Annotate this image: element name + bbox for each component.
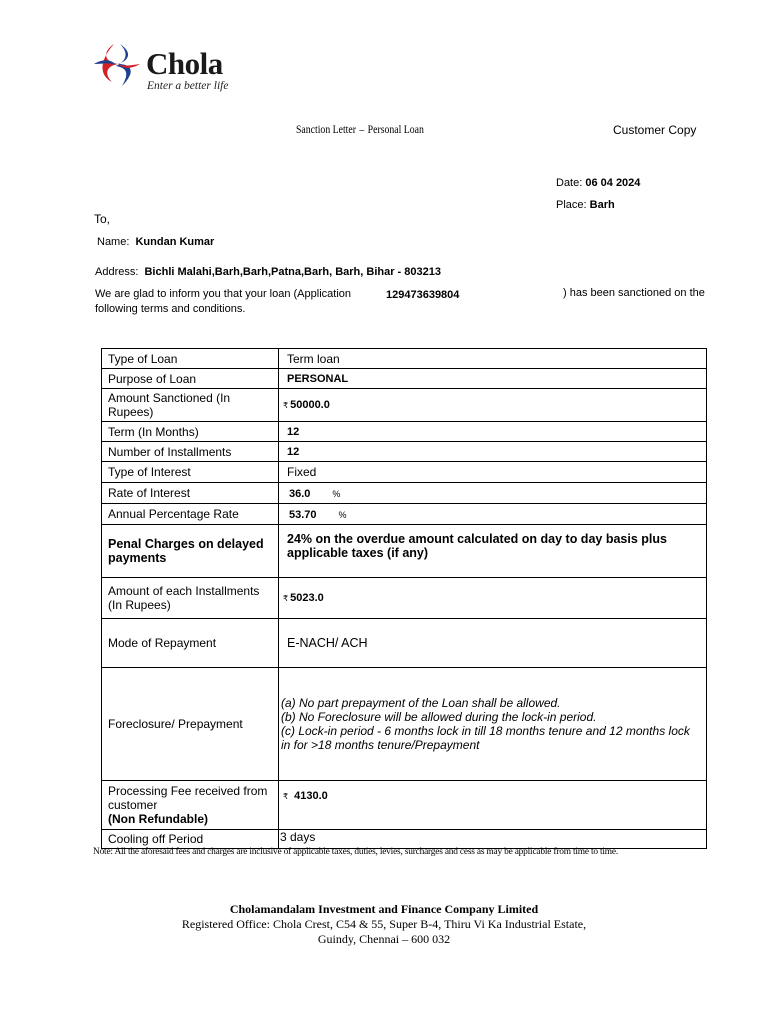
installments-value: 12 bbox=[279, 442, 707, 462]
processing-fee-cell bbox=[102, 781, 279, 830]
apr-label: Annual Percentage Rate bbox=[102, 504, 279, 525]
amount-cell bbox=[279, 389, 707, 422]
table-row bbox=[102, 578, 707, 619]
amount-value: 50000.0 bbox=[290, 399, 330, 411]
rate-unit: % bbox=[332, 488, 341, 499]
cooling-off-label: Cooling off Period bbox=[102, 830, 279, 849]
rate-label: Rate of Interest bbox=[102, 483, 279, 504]
footer-address-line1: Registered Office: Chola Crest, C54 & 55, Super B-4, Thiru Vi Ka Industrial Estate, bbox=[181, 917, 587, 931]
foreclosure-line-a: (a) No part prepayment of the Loan shall be allowed. bbox=[281, 696, 561, 710]
purpose-label: Purpose of Loan bbox=[102, 369, 279, 389]
foreclosure-label: Foreclosure/ Prepayment bbox=[102, 668, 279, 781]
intro-part1: We are glad to inform you that your loan (Application bbox=[95, 288, 351, 300]
term-label: Term (In Months) bbox=[102, 422, 279, 442]
purpose-value: PERSONAL bbox=[279, 369, 707, 389]
table-row bbox=[102, 504, 707, 525]
place-label: Place: bbox=[556, 199, 587, 211]
processing-fee-value: 4130.0 bbox=[294, 790, 328, 802]
rupee-icon: ₹ bbox=[283, 594, 289, 603]
apr-unit: % bbox=[338, 509, 347, 520]
table-row bbox=[102, 483, 707, 504]
brand-name: Chola bbox=[146, 46, 223, 81]
table-row bbox=[102, 668, 707, 781]
table-row bbox=[102, 462, 707, 483]
foreclosure-line-b: (b) No Foreclosure will be allowed during the lock-in period. bbox=[281, 710, 597, 724]
rate-value: 36.0 bbox=[289, 487, 311, 500]
fees-note: Note: All the aforesaid fees and charges are inclusive of applicable taxes, duties, levies, surcharges and cess as may be applicable from time to time. bbox=[93, 847, 618, 857]
address-row bbox=[95, 266, 441, 278]
rate-cell bbox=[279, 483, 707, 504]
footer-address-line2: Guindy, Chennai – 600 032 bbox=[317, 932, 451, 946]
foreclosure-line-c: (c) Lock-in period - 6 months lock in till 18 months tenure and 12 months lock in for >18 months tenure/Prepayment bbox=[281, 724, 690, 752]
name-label: Name: bbox=[97, 236, 130, 248]
title-dash: – bbox=[359, 124, 365, 136]
table-row bbox=[102, 830, 707, 849]
processing-fee-label-bold: (Non Refundable) bbox=[108, 812, 208, 826]
table-row bbox=[102, 525, 707, 578]
processing-fee-value-cell bbox=[279, 781, 707, 830]
application-number: 129473639804 bbox=[386, 289, 460, 301]
table-row bbox=[102, 349, 707, 369]
penal-label: Penal Charges on delayed payments bbox=[102, 525, 279, 578]
place-row bbox=[556, 199, 615, 211]
copy-type-label: Customer Copy bbox=[613, 123, 697, 137]
interest-type-label: Type of Interest bbox=[102, 462, 279, 483]
penal-value: 24% on the overdue amount calculated on day to day basis plus applicable taxes (if any) bbox=[279, 525, 707, 578]
interest-type-value: Fixed bbox=[279, 462, 707, 483]
brand-tagline: Enter a better life bbox=[147, 80, 229, 92]
repayment-label: Mode of Repayment bbox=[102, 619, 279, 668]
term-value: 12 bbox=[279, 422, 707, 442]
apr-cell bbox=[279, 504, 707, 525]
date-value: 06 04 2024 bbox=[585, 177, 641, 189]
title-right: Personal Loan bbox=[367, 124, 424, 136]
foreclosure-cell bbox=[279, 668, 707, 781]
processing-fee-label: Processing Fee received from customer bbox=[108, 784, 268, 812]
chola-logo-icon bbox=[92, 42, 142, 88]
repayment-value: E-NACH/ ACH bbox=[279, 619, 707, 668]
address-value: Bichli Malahi,Barh,Barh,Patna,Barh, Barh, Bihar - 803213 bbox=[144, 266, 441, 278]
name-value: Kundan Kumar bbox=[135, 236, 215, 248]
name-row bbox=[97, 236, 214, 248]
apr-value: 53.70 bbox=[289, 508, 317, 521]
intro-part3: following terms and conditions. bbox=[95, 303, 246, 315]
emi-cell bbox=[279, 578, 707, 619]
intro-part2: ) has been sanctioned on the bbox=[563, 287, 705, 299]
to-label: To, bbox=[94, 212, 111, 226]
table-row bbox=[102, 389, 707, 422]
footer-company: Cholamandalam Investment and Finance Company Limited bbox=[229, 902, 539, 916]
address-label: Address: bbox=[95, 266, 139, 278]
loan-terms-table bbox=[101, 348, 707, 849]
place-value: Barh bbox=[589, 199, 615, 211]
table-row bbox=[102, 781, 707, 830]
rupee-icon: ₹ bbox=[283, 401, 289, 410]
date-row bbox=[556, 177, 640, 189]
table-row bbox=[102, 619, 707, 668]
table-row bbox=[102, 422, 707, 442]
type-of-loan-value: Term loan bbox=[279, 349, 707, 369]
title-left: Sanction Letter bbox=[296, 124, 356, 136]
date-label: Date: bbox=[556, 177, 583, 189]
type-of-loan-label: Type of Loan bbox=[102, 349, 279, 369]
table-row bbox=[102, 442, 707, 462]
cooling-off-value: 3 days bbox=[279, 830, 707, 849]
amount-label: Amount Sanctioned (In Rupees) bbox=[102, 389, 279, 422]
installments-label: Number of Installments bbox=[102, 442, 279, 462]
emi-label: Amount of each Installments (In Rupees) bbox=[102, 578, 279, 619]
table-row bbox=[102, 369, 707, 389]
document-title bbox=[296, 124, 424, 136]
emi-value: 5023.0 bbox=[290, 592, 324, 604]
rupee-icon: ₹ bbox=[283, 792, 289, 801]
